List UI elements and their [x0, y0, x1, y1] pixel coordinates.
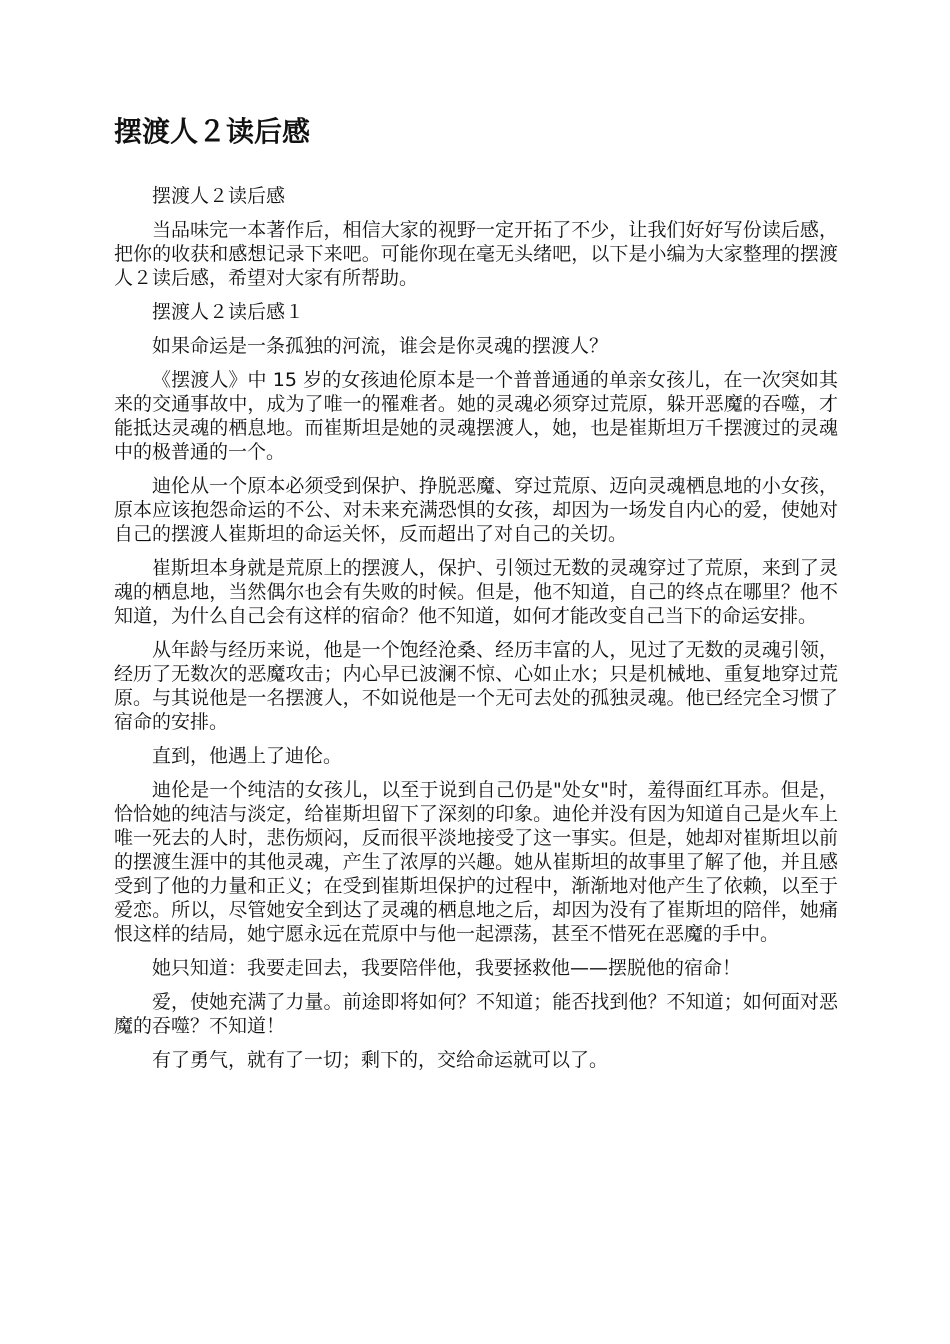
document-title: 摆渡人２读后感	[114, 115, 311, 148]
paragraph: 崔斯坦本身就是荒原上的摆渡人，保护、引领过无数的灵魂穿过了荒原，来到了灵魂的栖息地，当然偶尔也会有失败的时候。但是，他不知道，自己的终点在哪里？他不知道，为什么自己会有这样的宿命？他不知道，如何才能改变自己当下的命运安排。	[114, 557, 838, 627]
paragraph: 直到，他遇上了迪伦。	[152, 745, 343, 767]
paragraph: 她只知道：我要走回去，我要陪伴他，我要拯救他——摆脱他的宿命！	[152, 957, 742, 979]
paragraph: 爱，使她充满了力量。前途即将如何？不知道；能否找到他？不知道；如何面对恶魔的吞噬？不知道！	[114, 991, 838, 1037]
paragraph-subtitle: 摆渡人２读后感	[152, 185, 286, 207]
document-body	[114, 184, 838, 1082]
paragraph-intro: 当品味完一本著作后，相信大家的视野一定开拓了不少，让我们好好写份读后感，把你的收获和感想记录下来吧。可能你现在毫无头绪吧，以下是小编为大家整理的摆渡人２读后感，希望对大家有所帮助。	[114, 219, 838, 289]
paragraph: 从年龄与经历来说，他是一个饱经沧桑、经历丰富的人，见过了无数的灵魂引领，经历了无数次的恶魔攻击；内心早已波澜不惊、心如止水；只是机械地、重复地穿过荒原。与其说他是一名摆渡人，不如说他是一个无可去处的孤独灵魂。他已经完全习惯了宿命的安排。	[114, 639, 838, 733]
paragraph: 《摆渡人》中 15 岁的女孩迪伦原本是一个普普通通的单亲女孩儿，在一次突如其来的交通事故中，成为了唯一的罹难者。她的灵魂必须穿过荒原，躲开恶魔的吞噬，才能抵达灵魂的栖息地。而崔斯坦是她的灵魂摆渡人，她，也是崔斯坦万千摆渡过的灵魂中的极普通的一个。	[114, 369, 838, 463]
paragraph-section-heading: 摆渡人２读后感１	[152, 301, 305, 323]
paragraph: 迪伦从一个原本必须受到保护、挣脱恶魔、穿过荒原、迈向灵魂栖息地的小女孩，原本应该抱怨命运的不公、对未来充满恐惧的女孩，却因为一场发自内心的爱，使她对自己的摆渡人崔斯坦的命运关怀，反而超出了对自己的关切。	[114, 475, 838, 545]
paragraph: 迪伦是一个纯洁的女孩儿，以至于说到自己仍是"处女"时，羞得面红耳赤。但是，恰恰她的纯洁与淡定，给崔斯坦留下了深刻的印象。迪伦并没有因为知道自己是火车上唯一死去的人时，悲伤烦闷，反而很平淡地接受了这一事实。但是，她却对崔斯坦以前的摆渡生涯中的其他灵魂，产生了浓厚的兴趣。她从崔斯坦的故事里了解了他，并且感受到了他的力量和正义；在受到崔斯坦保护的过程中，渐渐地对他产生了依赖，以至于爱恋。所以，尽管她安全到达了灵魂的栖息地之后，却因为没有了崔斯坦的陪伴，她痛恨这样的结局，她宁愿永远在荒原中与他一起漂荡，甚至不惜死在恶魔的手中。	[114, 779, 838, 945]
paragraph: 如果命运是一条孤独的河流，谁会是你灵魂的摆渡人？	[152, 335, 609, 357]
paragraph: 有了勇气，就有了一切；剩下的，交给命运就可以了。	[152, 1049, 609, 1071]
